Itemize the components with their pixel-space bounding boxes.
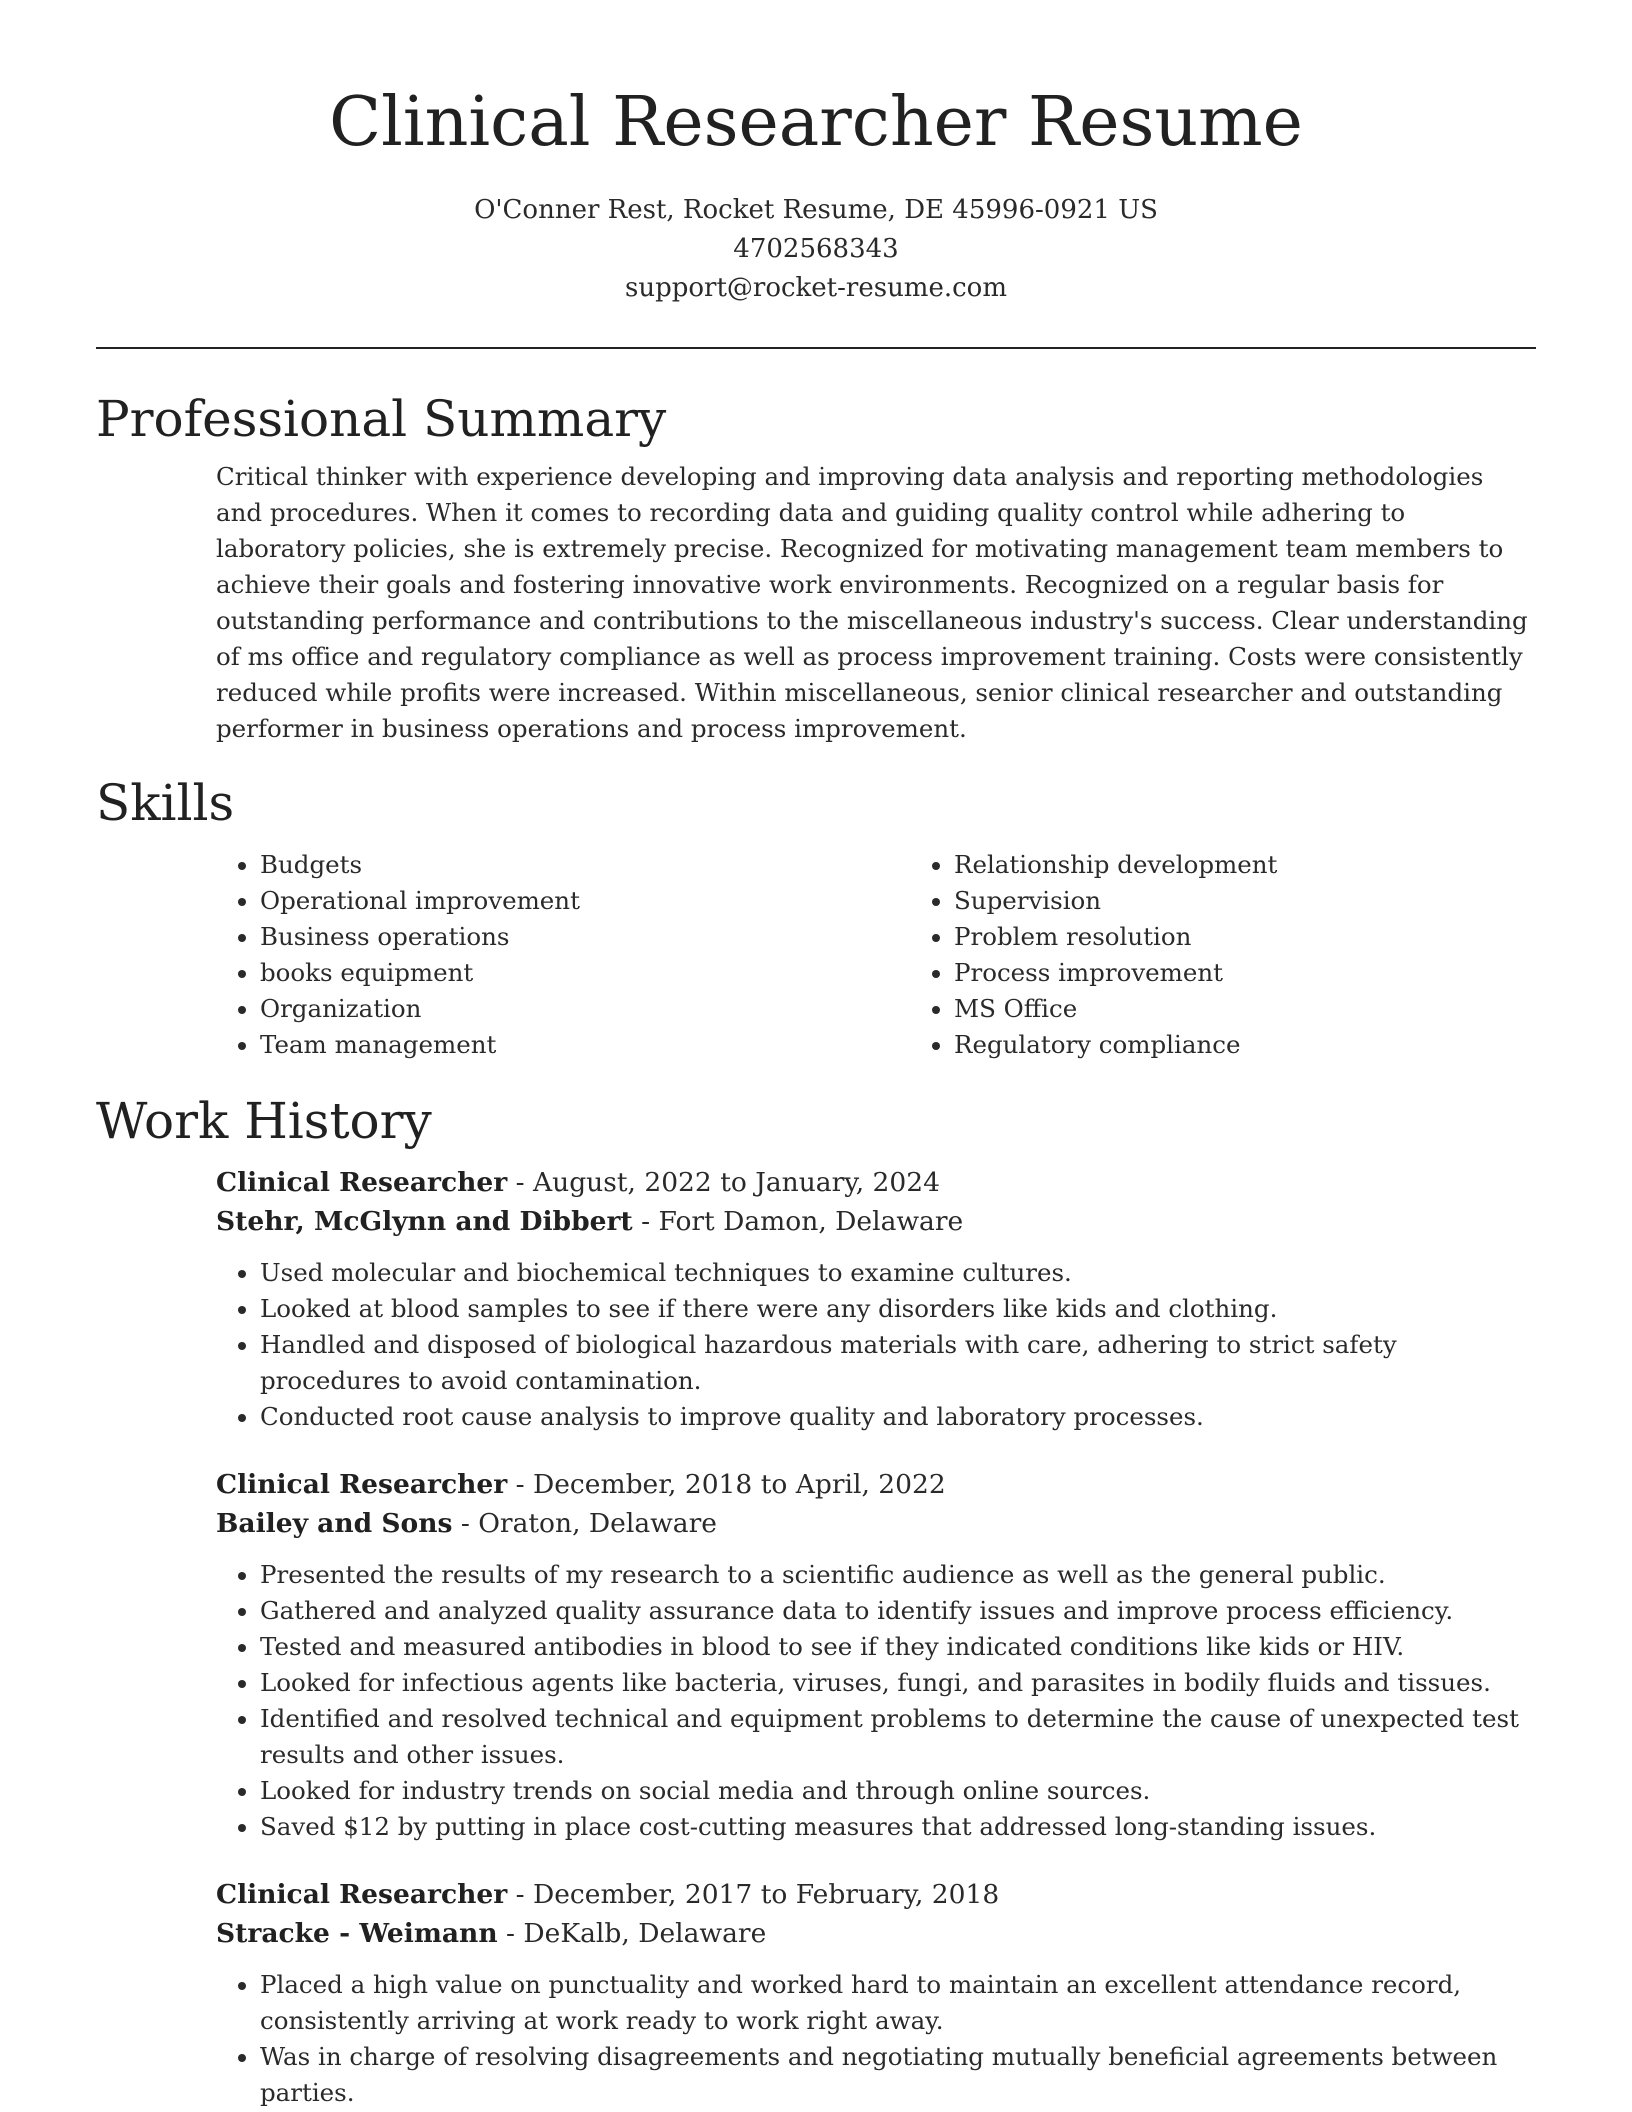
skills-list-right [910,847,1536,1063]
list-item: • Looked for infectious agents like bacteria, viruses, fungi, and parasites in bodily fluids and tissues. [260,1665,1536,1701]
contact-address: O'Conner Rest, Rocket Resume, DE 45996-0921 US [474,194,1158,225]
job-bullets [216,1967,1536,2111]
job-title-line [216,1465,1536,1504]
list-item: • Placed a high value on punctuality and worked hard to maintain an excellent attendance record, consistently arriving at work ready to work right away. [260,1967,1536,2039]
list-item: • Was in charge of resolving disagreements and negotiating mutually beneficial agreements between parties. [260,2039,1536,2111]
header-divider [96,347,1536,349]
work-history-section [0,1091,1632,2111]
job-entry [216,1163,1536,1435]
job-company-line [216,1202,1536,1241]
job-entry [216,1875,1536,2111]
job-dates: August, 2022 to January, 2024 [533,1166,940,1198]
job-location: Oraton, Delaware [478,1507,717,1539]
summary-section [0,389,1632,747]
resume-header [0,0,1632,308]
job-company-line [216,1914,1536,1953]
job-location: DeKalb, Delaware [523,1917,767,1949]
job-title: Clinical Researcher [216,1166,508,1198]
separator: - [507,1878,533,1910]
summary-text: Critical thinker with experience developing and improving data analysis and reporting methodologies and procedures. When it comes to recording data and guiding quality control while adhering to laboratory policies, she is extremely precise. Recognized for motivating management team members to achieve their goals and fostering innovative work environments. Recognized on a regular basis for outstanding performance and contributions to the miscellaneous industry's success. Clear understanding of ms office and regulatory compliance as well as process improvement training. Costs were consistently reduced while profits were increased. Within miscellaneous, senior clinical researcher and outstanding performer in business operations and process improvement. [216,461,1528,743]
resume-title: Clinical Researcher Resume [329,83,1303,162]
job-company: Bailey and Sons [216,1507,453,1539]
list-item: • Identified and resolved technical and equipment problems to determine the cause of unexpected test results and other issues. [260,1701,1536,1773]
skill-item: • Business operations [260,919,910,955]
contact-email: support@rocket-resume.com [624,272,1007,303]
skill-item: • Organization [260,991,910,1027]
skill-item: • Supervision [954,883,1536,919]
list-item: • Used molecular and biochemical techniques to examine cultures. [260,1255,1536,1291]
separator: - [507,1166,533,1198]
job-dates: December, 2018 to April, 2022 [533,1468,946,1500]
job-bullets [216,1255,1536,1435]
list-item: • Gathered and analyzed quality assurance data to identify issues and improve process efficiency. [260,1593,1536,1629]
skill-item: • MS Office [954,991,1536,1027]
skill-item: • Relationship development [954,847,1536,883]
skill-item: • Team management [260,1027,910,1063]
skills-section [0,773,1632,1063]
job-entry [216,1465,1536,1845]
job-dates: December, 2017 to February, 2018 [533,1878,1000,1910]
skill-item: • Regulatory compliance [954,1027,1536,1063]
separator: - [507,1468,533,1500]
job-company: Stehr, McGlynn and Dibbert [216,1205,633,1237]
list-item: • Looked at blood samples to see if there were any disorders like kids and clothing. [260,1291,1536,1327]
separator: - [452,1507,479,1539]
job-title: Clinical Researcher [216,1878,508,1910]
skill-item: • Process improvement [954,955,1536,991]
skills-heading: Skills [96,773,235,832]
list-item: • Tested and measured antibodies in blood to see if they indicated conditions like kids or HIV. [260,1629,1536,1665]
skills-columns [216,847,1536,1063]
skill-item: • Problem resolution [954,919,1536,955]
job-company: Stracke - Weimann [216,1917,498,1949]
summary-heading: Professional Summary [96,389,667,448]
list-item: • Conducted root cause analysis to improve quality and laboratory processes. [260,1399,1536,1435]
job-bullets [216,1557,1536,1845]
list-item: • Saved $12 by putting in place cost-cutting measures that addressed long-standing issues. [260,1809,1536,1845]
list-item: • Presented the results of my research to a scientific audience as well as the general public. [260,1557,1536,1593]
separator: - [632,1205,659,1237]
separator: - [497,1917,524,1949]
list-item: • Looked for industry trends on social media and through online sources. [260,1773,1536,1809]
job-title-line [216,1875,1536,1914]
skill-item: • Operational improvement [260,883,910,919]
skills-list-left [216,847,910,1063]
contact-block [0,191,1632,308]
job-company-line [216,1504,1536,1543]
work-history-heading: Work History [96,1091,432,1150]
contact-phone: 4702568343 [733,233,899,264]
job-title: Clinical Researcher [216,1468,508,1500]
job-location: Fort Damon, Delaware [658,1205,964,1237]
list-item: • Handled and disposed of biological hazardous materials with care, adhering to strict safety procedures to avoid contamination. [260,1327,1536,1399]
skill-item: • Budgets [260,847,910,883]
skill-item: • books equipment [260,955,910,991]
job-title-line [216,1163,1536,1202]
